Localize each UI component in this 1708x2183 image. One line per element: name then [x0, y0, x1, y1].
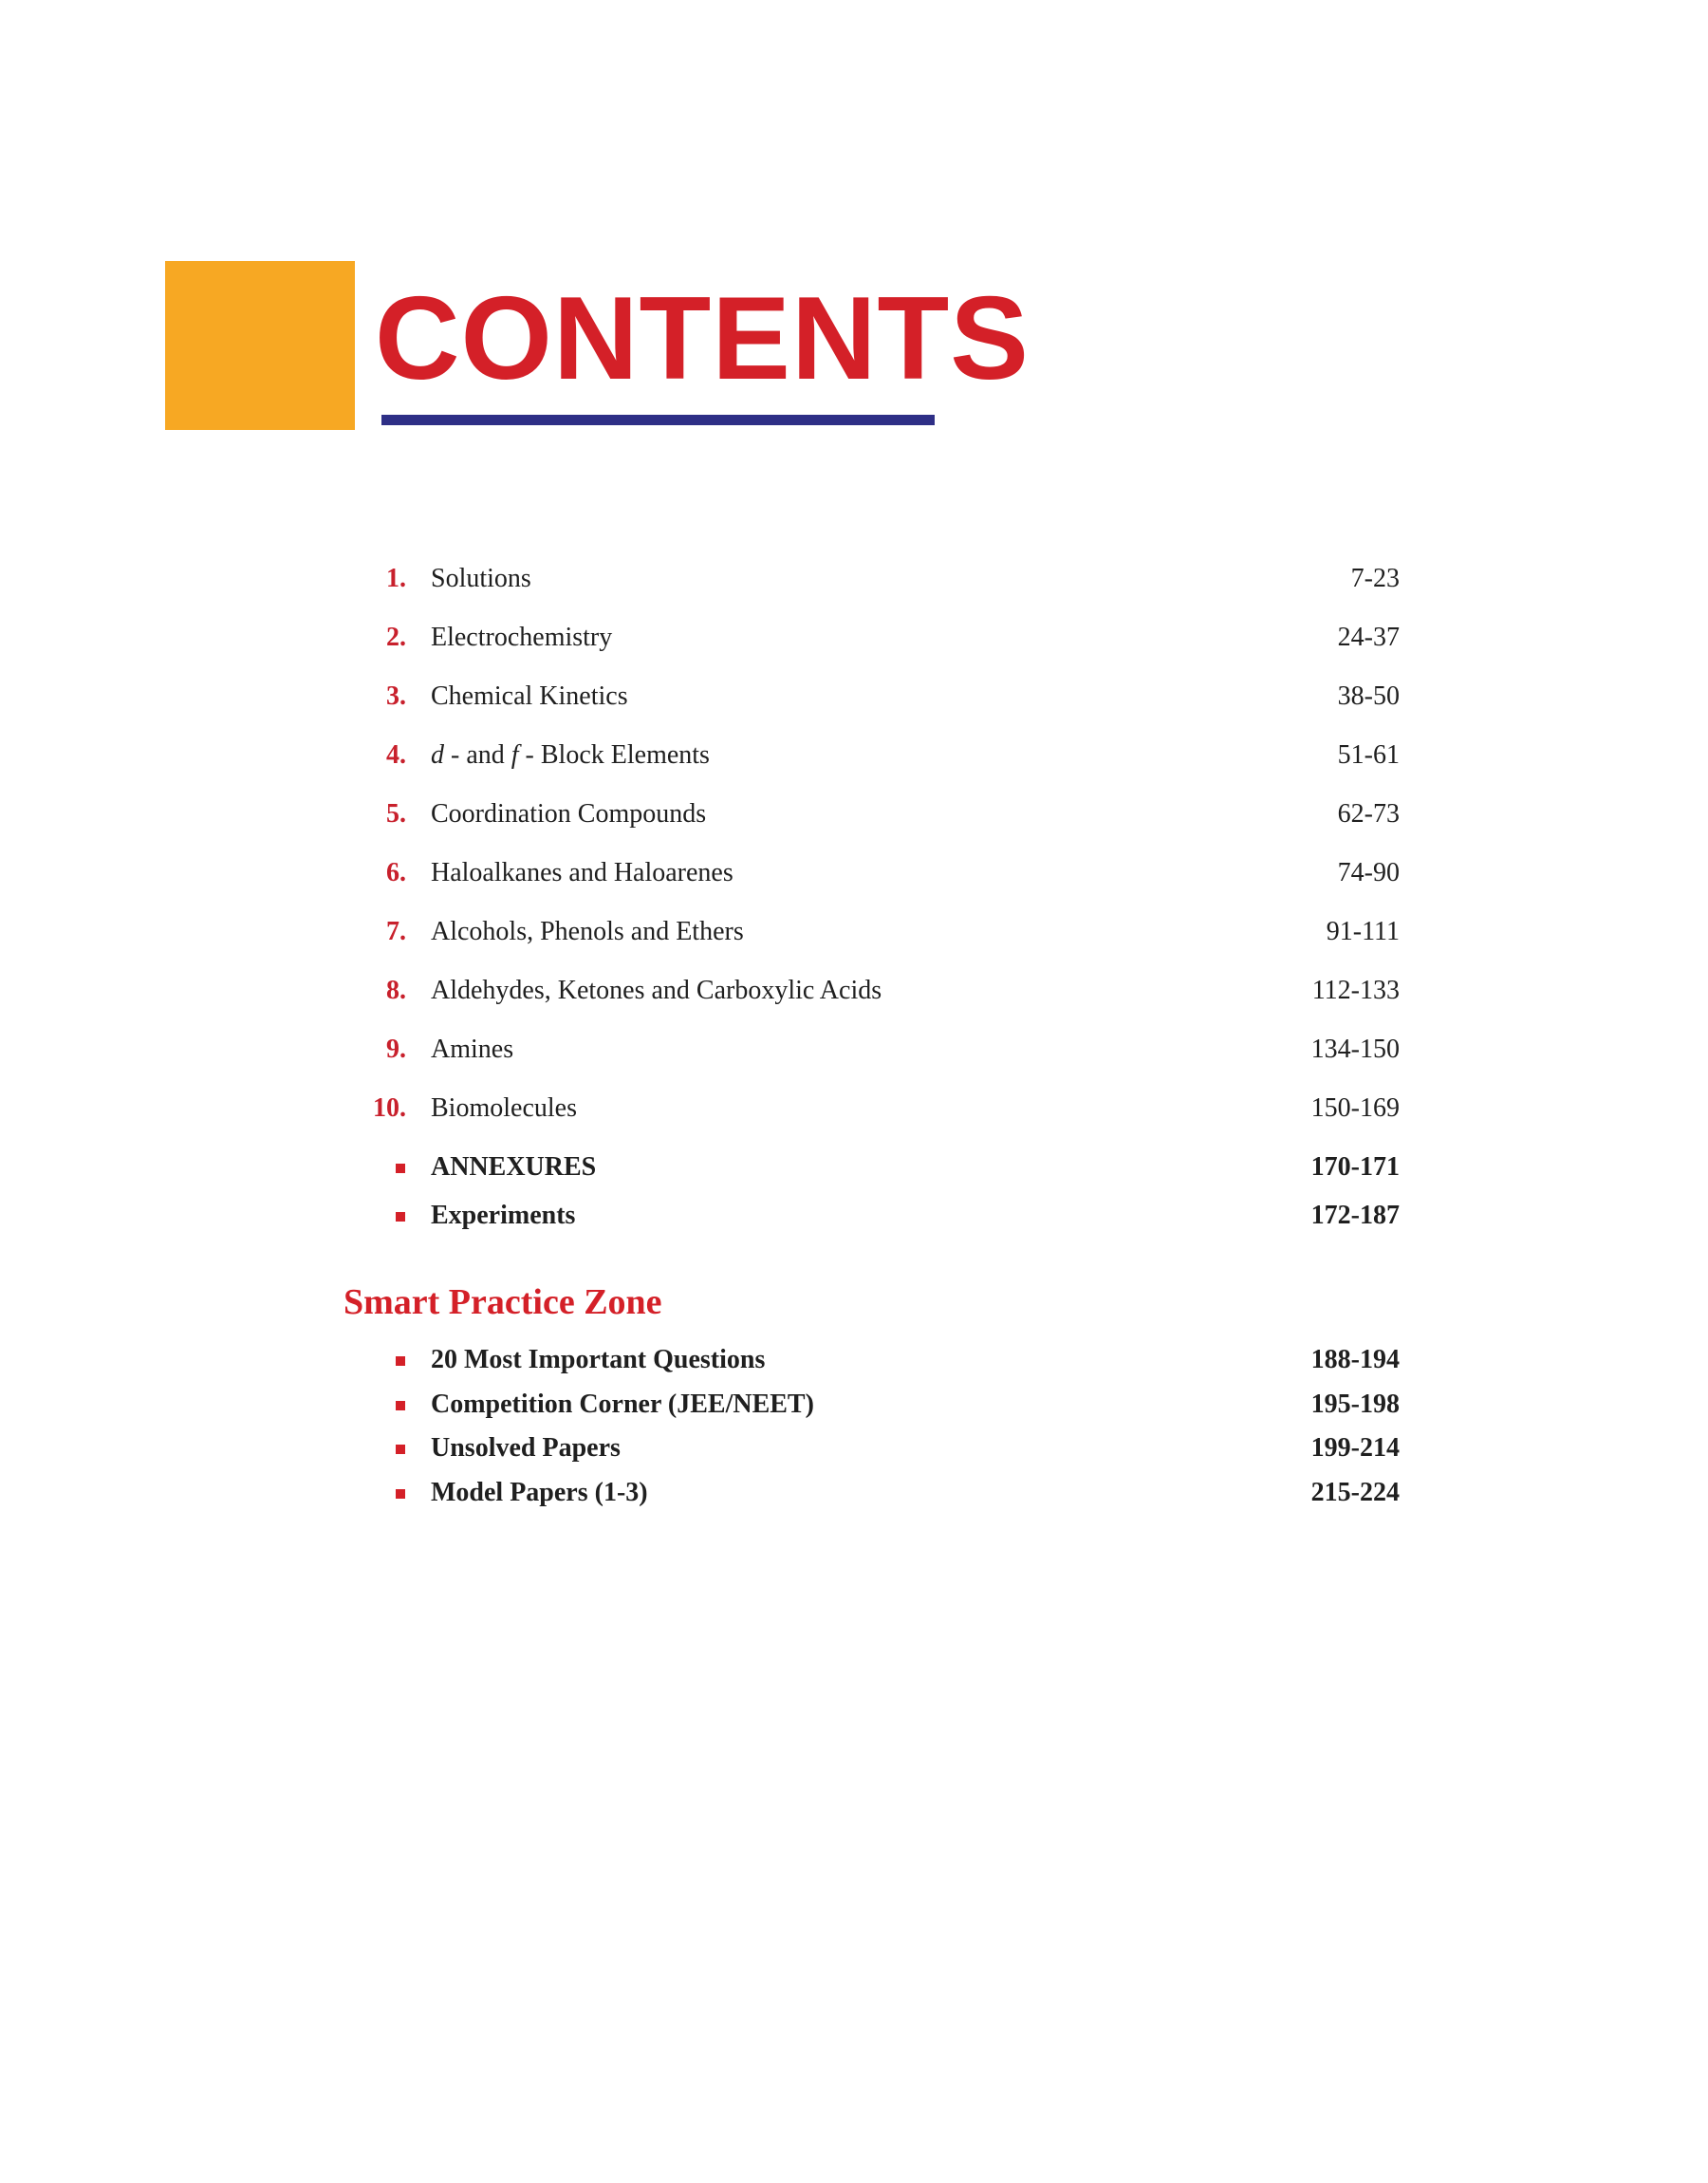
toc-entry-experiments[interactable]	[361, 1192, 1400, 1240]
toc-entry-electrochemistry[interactable]	[361, 614, 1400, 662]
chapter-title: Electrochemistry	[431, 623, 613, 652]
square-bullet-icon	[396, 1489, 405, 1499]
toc-entry-annexures[interactable]	[361, 1144, 1400, 1191]
page-range: 199-214	[1310, 1433, 1400, 1463]
chapter-number: 4.	[386, 740, 406, 770]
page-title: CONTENTS	[375, 273, 1030, 404]
toc-entry-unsolved-papers[interactable]	[361, 1425, 1400, 1472]
chapter-number: 7.	[386, 917, 406, 946]
toc-entry-competition-corner[interactable]	[361, 1381, 1400, 1428]
toc-entry-aldehydes[interactable]	[361, 967, 1400, 1015]
chapter-title: Biomolecules	[431, 1093, 577, 1123]
toc-entry-haloalkanes[interactable]	[361, 849, 1400, 897]
chapter-title-rest: - Block Elements	[518, 740, 710, 770]
chapter-number: 10.	[373, 1093, 406, 1123]
chapter-title: Amines	[431, 1035, 514, 1064]
title-underline	[381, 415, 935, 425]
page-range: 170-171	[1310, 1152, 1400, 1182]
toc-entry-important-questions[interactable]	[361, 1336, 1400, 1384]
toc-entry-coordination-compounds[interactable]	[361, 791, 1400, 838]
page-range: 195-198	[1310, 1390, 1400, 1419]
page-range: 91-111	[1326, 917, 1400, 946]
chapter-number: 1.	[386, 564, 406, 593]
chapter-number: 2.	[386, 623, 406, 652]
page-range: 172-187	[1310, 1201, 1400, 1230]
title-accent-block	[165, 261, 355, 430]
entry-title: Model Papers (1-3)	[431, 1478, 648, 1507]
chapter-number: 3.	[386, 681, 406, 711]
chapter-number: 9.	[386, 1035, 406, 1064]
toc-entry-chemical-kinetics[interactable]	[361, 673, 1400, 720]
page-range: 24-37	[1337, 623, 1400, 652]
square-bullet-icon	[396, 1164, 405, 1173]
page-range: 51-61	[1337, 740, 1400, 770]
chapter-title-f: f	[511, 740, 519, 770]
square-bullet-icon	[396, 1401, 405, 1410]
chapter-title: Coordination Compounds	[431, 799, 707, 829]
page-range: 112-133	[1311, 976, 1400, 1005]
toc-entry-solutions[interactable]	[361, 555, 1400, 603]
entry-title: ANNEXURES	[431, 1152, 597, 1182]
toc-entry-model-papers[interactable]	[361, 1469, 1400, 1517]
chapter-title: Haloalkanes and Haloarenes	[431, 858, 733, 887]
page-range: 38-50	[1337, 681, 1400, 711]
chapter-title	[431, 732, 710, 779]
smart-practice-zone-heading: Smart Practice Zone	[343, 1282, 662, 1322]
toc-entry-d-f-block[interactable]	[361, 732, 1400, 779]
chapter-title: Chemical Kinetics	[431, 681, 628, 711]
square-bullet-icon	[396, 1445, 405, 1454]
chapter-title: Alcohols, Phenols and Ethers	[431, 917, 744, 946]
square-bullet-icon	[396, 1356, 405, 1366]
page-range: 150-169	[1310, 1093, 1400, 1123]
entry-title: 20 Most Important Questions	[431, 1345, 766, 1374]
chapter-title: Solutions	[431, 564, 531, 593]
page-range: 74-90	[1337, 858, 1400, 887]
entry-title: Experiments	[431, 1201, 576, 1230]
chapter-title-d: d	[431, 740, 444, 770]
chapter-number: 6.	[386, 858, 406, 887]
chapter-number: 5.	[386, 799, 406, 829]
chapter-title-mid: - and	[444, 740, 511, 770]
entry-title: Unsolved Papers	[431, 1433, 621, 1463]
page-range: 188-194	[1310, 1345, 1400, 1374]
page-range: 134-150	[1310, 1035, 1400, 1064]
toc-entry-amines[interactable]	[361, 1026, 1400, 1073]
entry-title: Competition Corner (JEE/NEET)	[431, 1390, 814, 1419]
page-range: 7-23	[1350, 564, 1400, 593]
square-bullet-icon	[396, 1212, 405, 1222]
toc-entry-alcohols[interactable]	[361, 908, 1400, 956]
chapter-number: 8.	[386, 976, 406, 1005]
toc-entry-biomolecules[interactable]	[361, 1085, 1400, 1132]
page-range: 62-73	[1337, 799, 1400, 829]
page-range: 215-224	[1310, 1478, 1400, 1507]
chapter-title: Aldehydes, Ketones and Carboxylic Acids	[431, 976, 882, 1005]
